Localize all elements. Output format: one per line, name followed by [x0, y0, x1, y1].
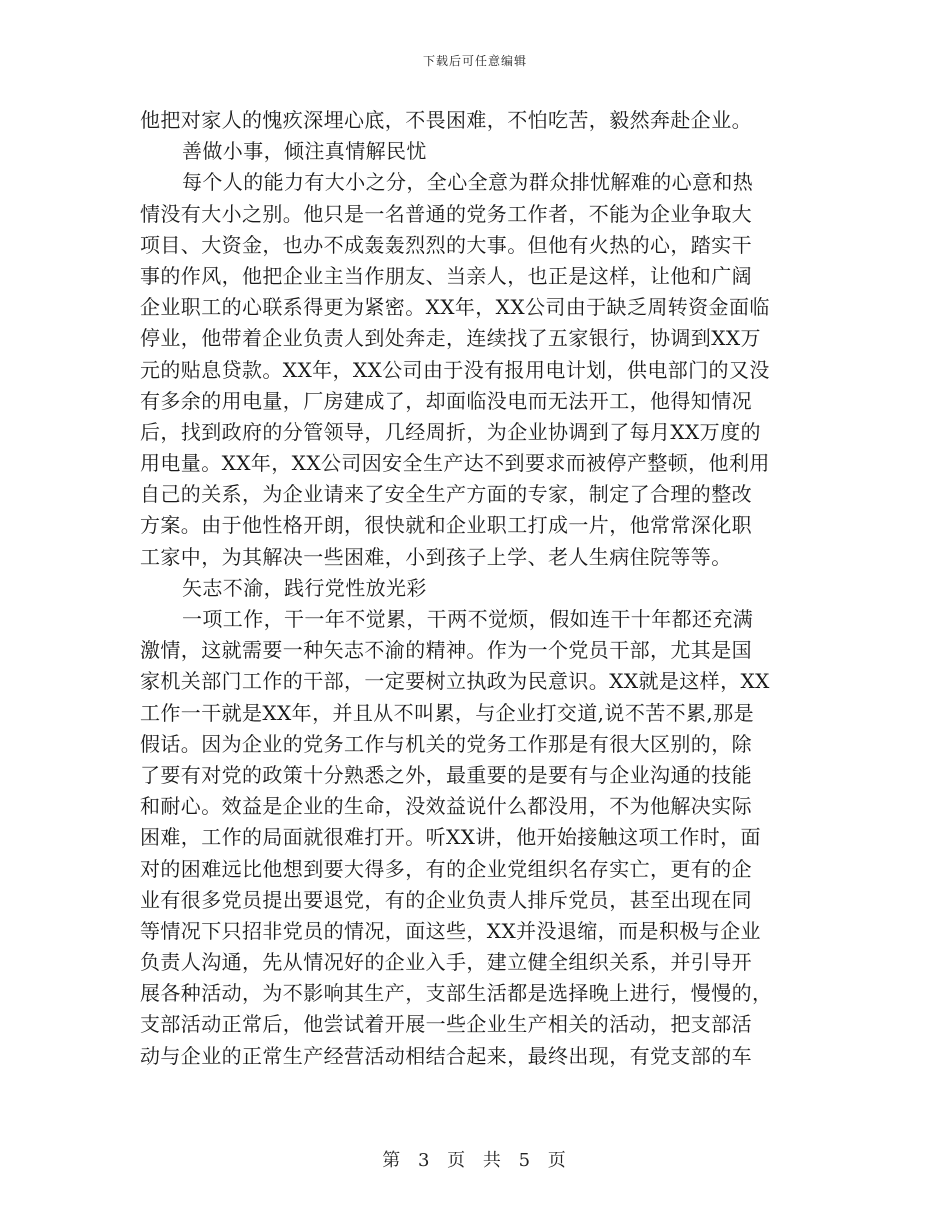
- section-heading: 矢志不渝，践行党性放光彩: [182, 575, 427, 600]
- body-line: 停业，他带着企业负责人到处奔走，连续找了五家银行，协调到XX万: [140, 326, 761, 351]
- body-line: 有多余的用电量，厂房建成了，却面临没电而无法开工，他得知情况: [140, 388, 752, 413]
- body-line: 企业职工的心联系得更为紧密。XX年，XX公司由于缺乏周转资金面临: [140, 295, 770, 320]
- body-line: 用电量。XX年，XX公司因安全生产达不到要求而被停产整顿，他利用: [140, 451, 770, 476]
- body-line: 对的困难远比他想到要大得多，有的企业党组织名存实亡，更有的企: [140, 856, 752, 881]
- body-line: 展各种活动，为不影响其生产，支部生活都是选择晚上进行，慢慢的，: [140, 981, 773, 1006]
- footer-prefix: 第: [382, 1150, 403, 1171]
- document-body: [140, 105, 812, 1072]
- body-line: 后，找到政府的分管领导，几经周折，为企业协调到了每月XX万度的: [140, 419, 761, 444]
- body-line: 一项工作，干一年不觉累，干两不觉烦，假如连干十年都还充满: [182, 607, 754, 631]
- footer-suffix: 页: [547, 1150, 568, 1171]
- body-line: 情没有大小之别。他只是一名普通的党务工作者，不能为企业争取大: [140, 201, 752, 226]
- body-line: 他把对家人的愧疚深埋心底，不畏困难，不怕吃苦，毅然奔赴企业。: [140, 108, 752, 132]
- body-line: 工作一干就是XX年，并且从不叫累，与企业打交道,说不苦不累,那是: [140, 700, 754, 725]
- body-line: 家机关部门工作的干部，一定要树立执政为民意识。XX就是这样，XX: [140, 669, 770, 694]
- body-line: 业有很多党员提出要退党，有的企业负责人排斥党员，甚至出现在同: [140, 887, 752, 912]
- body-line: 自己的关系，为企业请来了安全生产方面的专家，制定了合理的整改: [140, 482, 752, 507]
- body-line: 假话。因为企业的党务工作与机关的党务工作那是有很大区别的，除: [140, 731, 752, 756]
- body-line: 项目、大资金，也办不成轰轰烈烈的大事。但他有火热的心，踏实干: [140, 232, 752, 257]
- body-line: 元的贴息贷款。XX年，XX公司由于没有报用电计划，供电部门的又没: [140, 357, 770, 382]
- body-line: 方案。由于他性格开朗，很快就和企业职工打成一片，他常常深化职: [140, 513, 752, 538]
- body-line: 激情，这就需要一种矢志不渝的精神。作为一个党员干部，尤其是国: [140, 638, 752, 663]
- body-line: 等情况下只招非党员的情况，面这些，XX并没退缩，而是积极与企业: [140, 918, 761, 943]
- page-header-note: 下载后可任意编辑: [422, 54, 527, 68]
- body-line: 每个人的能力有大小之分，全心全意为群众排忧解难的心意和热: [182, 170, 754, 195]
- footer-total-word: 共: [482, 1150, 503, 1171]
- body-line: 困难，工作的局面就很难打开。听XX讲，他开始接触这项工作时，面: [140, 825, 761, 850]
- footer-page-word: 页: [447, 1150, 468, 1171]
- body-line: 工家中，为其解决一些困难，小到孩子上学、老人生病住院等等。: [140, 544, 732, 569]
- body-line: 和耐心。效益是企业的生命，没效益说什么都没用，不为他解决实际: [140, 794, 752, 819]
- body-line: 了要有对党的政策十分熟悉之外，最重要的是要有与企业沟通的技能: [140, 762, 752, 787]
- page-number-footer: [0, 1146, 950, 1172]
- body-line: 负责人沟通，先从情况好的企业入手，建立健全组织关系，并引导开: [140, 950, 752, 975]
- current-page-number: 3: [417, 1150, 432, 1171]
- body-line: 事的作风，他把企业主当作朋友、当亲人，也正是这样，让他和广阔: [140, 263, 752, 288]
- total-page-count: 5: [518, 1150, 533, 1171]
- body-line: 动与企业的正常生产经营活动相结合起来，最终出现，有党支部的车: [140, 1043, 752, 1068]
- section-heading: 善做小事，倾注真情解民忧: [182, 139, 427, 164]
- body-line: 支部活动正常后，他尝试着开展一些企业生产相关的活动，把支部活: [140, 1012, 752, 1037]
